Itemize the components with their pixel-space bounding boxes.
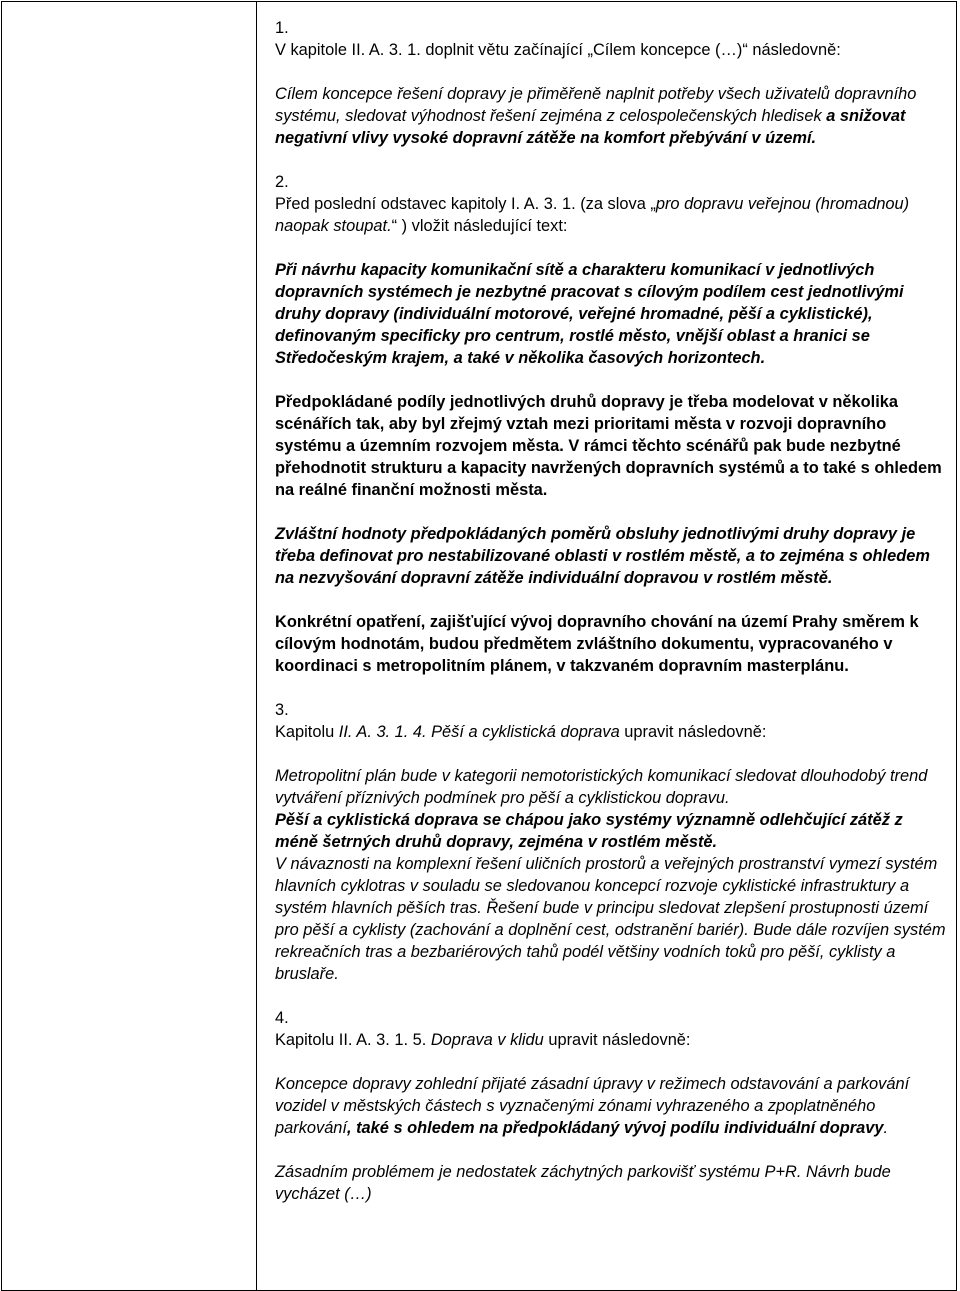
section-4-intro-a: Kapitolu II. A. 3. 1. 5. [275, 1031, 431, 1049]
section-4-paragraph-1 [275, 1073, 950, 1139]
section-1-quote-bold: a snižovat negativní vlivy vysoké dopravní zátěže na komfort přebývání v území. [275, 107, 906, 147]
section-4-paragraph-1-italic: Koncepce dopravy zohlední přijaté zásadní úpravy v režimech odstavování a parkování vozidel v městských částech s vyznačenými zónami vyhrazeného a zpoplatněného parkování [275, 1075, 910, 1137]
section-2-paragraph-2: Předpokládané podíly jednotlivých druhů dopravy je třeba modelovat v několika scénářích tak, aby byl zřejmý vztah mezi prioritami města v rozvoji dopravního systému a územním rozvojem města. V rámci těchto scénářů pak bude nezbytné přehodnotit strukturu a kapacity navržených dopravních systémů a to také s ohledem na reálné finanční možnosti města. [275, 393, 942, 499]
section-3-paragraph-1-bold: Pěší a cyklistická doprava se chápou jako systémy významně odlehčující zátěž z méně šetrných druhů dopravy, zejména v rostlém městě. [275, 811, 903, 851]
section-1-number: 1. [275, 19, 289, 37]
section-2-intro-b: “ ) vložit následující text: [391, 217, 568, 235]
section-4-intro [275, 1029, 950, 1051]
section-2-intro-italic: pro dopravu veřejnou (hromadnou) naopak stoupat. [275, 195, 910, 235]
section-3-intro [275, 721, 950, 743]
section-4-paragraph-1-bold: , také s ohledem na předpokládaný vývoj podílu individuální dopravy [346, 1119, 884, 1137]
section-3-intro-b: upravit následovně: [619, 723, 767, 741]
section-3-paragraph-1: Metropolitní plán bude v kategorii nemotoristických komunikací sledovat dlouhodobý trend vytváření příznivých podmínek pro pěší a cyklistickou dopravu. [275, 767, 928, 807]
section-3-intro-title: Pěší a cyklistická doprava [431, 723, 620, 741]
section-3-number: 3. [275, 701, 289, 719]
section-3-paragraph-1-rest: V návaznosti na komplexní řešení uličních prostorů a veřejných prostranství vymezí systém hlavních cyklotras v souladu se sledovanou koncepcí rozvoje cyklistické infrastruktury a systém hlavních pěších tras. Řešení bude v principu sledovat zlepšení prostupnosti území pro pěší a cyklisty (zachování a doplnění cest, odstranění bariér). Bude dále rozvíjen systém rekreačních tras a bezbariérových tahů podél většiny vodních toků pro pěší, cyklisty a bruslaře. [275, 855, 946, 983]
section-2-number: 2. [275, 173, 289, 191]
section-4-paragraph-2: Zásadním problémem je nedostatek záchytných parkovišť systému P+R. Návrh bude vycházet (…) [275, 1163, 891, 1203]
section-4-number: 4. [275, 1009, 289, 1027]
section-2-intro-a: Před poslední odstavec kapitoly I. A. 3. 1. (za slova „ [275, 195, 656, 213]
section-4-intro-title: Doprava v klidu [430, 1031, 544, 1049]
section-4-intro-b: upravit následovně: [543, 1031, 691, 1049]
section-1-quote [275, 83, 950, 149]
section-2-paragraph-4: Konkrétní opatření, zajišťující vývoj dopravního chování na území Prahy směrem k cílovým hodnotám, budou předmětem zvláštního dokumentu, vypracovaného v koordinaci s metropolitním plánem, v takzvaném dopravním masterplánu. [275, 613, 919, 675]
section-2-paragraph-1: Při návrhu kapacity komunikační sítě a charakteru komunikací v jednotlivých dopravních systémech je nezbytné pracovat s cílovým podílem cest jednotlivými druhy dopravy (individuální motorové, veřejné hromadné, pěší a cyklistické), definovaným specificky pro centrum, rostlé město, vnější oblast a hranici se Středočeským krajem, a také v několika časových horizontech. [275, 261, 904, 367]
section-3-intro-ref: II. A. 3. 1. 4. [338, 723, 427, 741]
section-1-quote-italic: Cílem koncepce řešení dopravy je přiměřeně naplnit potřeby všech uživatelů dopravního systému, sledovat výhodnost řešení zejména z celospolečenských hledisek [275, 85, 917, 125]
section-1-intro: V kapitole II. A. 3. 1. doplnit větu začínající „Cílem koncepce (…)“ následovně: [275, 41, 841, 59]
section-2-intro [275, 193, 950, 237]
section-3-intro-a: Kapitolu [275, 723, 339, 741]
section-4-paragraph-1-end: . [883, 1119, 889, 1137]
column-divider [256, 1, 257, 1291]
document-body [275, 17, 950, 1205]
section-2-paragraph-3: Zvláštní hodnoty předpokládaných poměrů obsluhy jednotlivými druhy dopravy je třeba definovat pro nestabilizované oblasti v rostlém městě, a to zejména s ohledem na nezvyšování dopravní zátěže individuální dopravou v rostlém městě. [275, 525, 930, 587]
